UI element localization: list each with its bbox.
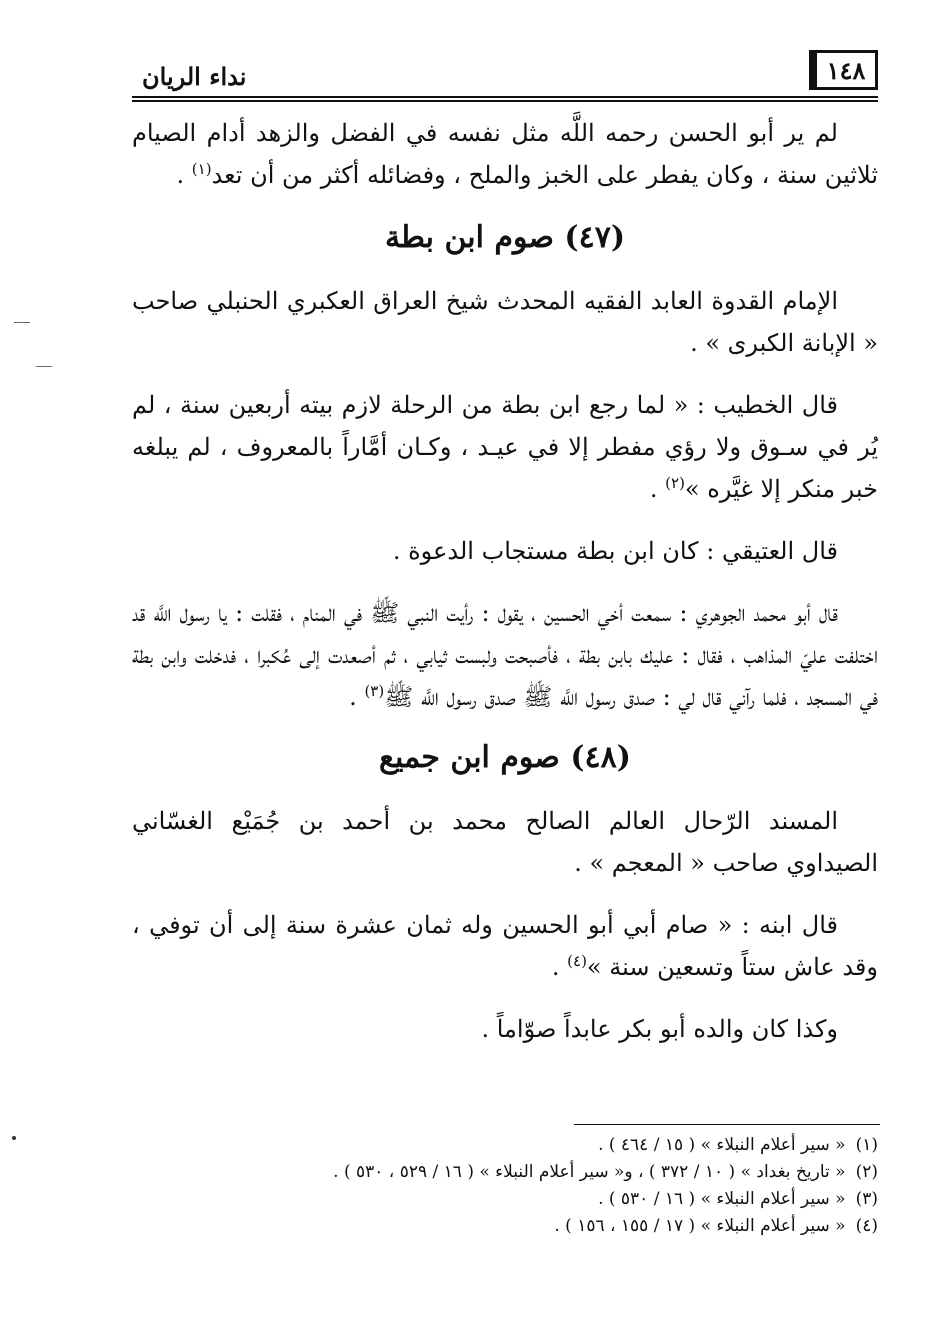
main-text <box>132 112 878 1070</box>
footnote-ref: (٢) <box>665 474 685 492</box>
footnotes <box>132 1132 878 1240</box>
paragraph-end: . <box>649 475 666 503</box>
paragraph: الإمام القدوة العابد الفقيه المحدث شيخ العراق العكبري الحنبلي صاحب « الإبانة الكبرى » . <box>132 287 878 357</box>
paragraph-end: . <box>551 953 568 981</box>
page-number: ١٤٨ <box>814 50 878 90</box>
scan-mark <box>14 322 30 323</box>
section-heading: (٤٨) صوم ابن جميع <box>379 740 631 775</box>
footnote-text: « سير أعلام النبلاء » ( ١٥ / ٤٦٤ ) . <box>598 1135 846 1155</box>
paragraph-text: قال أبو محمد الجوهري : سمعت أخي الحسين ، يقول : رأيت النبي ﷺ في المنام ، فقلت : يا رسول اللَّه قد اختلفت عليّ المذاهب ، فقال : عليك بابن بطة ، فأصبحت ولبست ثيابي ، ثم أصعدت إلى عُكبرا ، فدخلت وابن بطة في المسجد ، فلما رآني قال لي : صدق رسول اللَّه ﷺ صدق رسول اللَّه ﷺ <box>132 599 878 711</box>
footnote-number: (٤) <box>855 1216 878 1236</box>
paragraph: قال العتيقي : كان ابن بطة مستجاب الدعوة . <box>392 537 838 565</box>
header-rule <box>132 96 878 102</box>
footnote-ref: (٤) <box>567 952 587 970</box>
footnote-text: « سير أعلام النبلاء » ( ١٦ / ٥٣٠ ) . <box>598 1189 846 1209</box>
paragraph <box>132 112 878 196</box>
footnote-number: (٢) <box>855 1162 878 1182</box>
paragraph-end: . <box>176 161 192 189</box>
section-heading: (٤٧) صوم ابن بطة <box>384 220 626 255</box>
paragraph: المسند الرّحال العالم الصالح محمد بن أحمد بن جُمَيْع الغسّاني الصيداوي صاحب « المعجم » . <box>132 807 878 877</box>
footnote <box>132 1213 878 1240</box>
footnote-text: « سير أعلام النبلاء » ( ١٧ / ١٥٥ ، ١٥٦ ) . <box>554 1216 846 1236</box>
paragraph-text: لم ير أبو الحسن رحمه اللَّه مثل نفسه في الفضل والزهد أدام الصيام ثلاثين سنة ، وكان يفطر على الخبز والملح ، وفضائله أكثر من أن تعد <box>132 119 878 189</box>
scan-dot <box>12 1136 16 1140</box>
scan-mark <box>36 366 52 367</box>
footnote <box>132 1186 878 1213</box>
paragraph: وكذا كان والده أبو بكر عابداً صوّاماً . <box>481 1015 838 1043</box>
paragraph-text: قال ابنه : « صام أبي أبو الحسين وله ثمان عشرة سنة إلى أن توفي ، وقد عاش ستاً وتسعين سنة » <box>132 911 878 981</box>
footnote-ref: (١) <box>191 160 212 178</box>
footnote-number: (١) <box>855 1135 878 1155</box>
footnote <box>132 1159 878 1186</box>
paragraph-text: قال الخطيب : « لما رجع ابن بطة من الرحلة لازم بيته أربعين سنة ، لم يُر في سـوق ولا رؤي مفطر إلا في عيـد ، وكـان أمَّاراً بالمعروف ، لم يبلغه خبر منكر إلا غيَّره » <box>132 391 878 503</box>
footnote-rule <box>574 1124 880 1125</box>
running-title: نداء الريان <box>142 62 247 91</box>
footnote-number: (٣) <box>855 1189 878 1209</box>
footnote-text: « تاريخ بغداد » ( ١٠ / ٣٧٢ ) ، و« سير أعلام النبلاء » ( ١٦ / ٥٢٩ ، ٥٣٠ ) . <box>333 1162 846 1182</box>
paragraph <box>132 384 878 510</box>
paragraph <box>132 904 878 988</box>
footnote <box>132 1132 878 1159</box>
paragraph <box>132 592 878 718</box>
page-header <box>132 40 878 102</box>
paragraph-end: . <box>349 683 365 711</box>
footnote-ref: (٣) <box>364 682 385 700</box>
